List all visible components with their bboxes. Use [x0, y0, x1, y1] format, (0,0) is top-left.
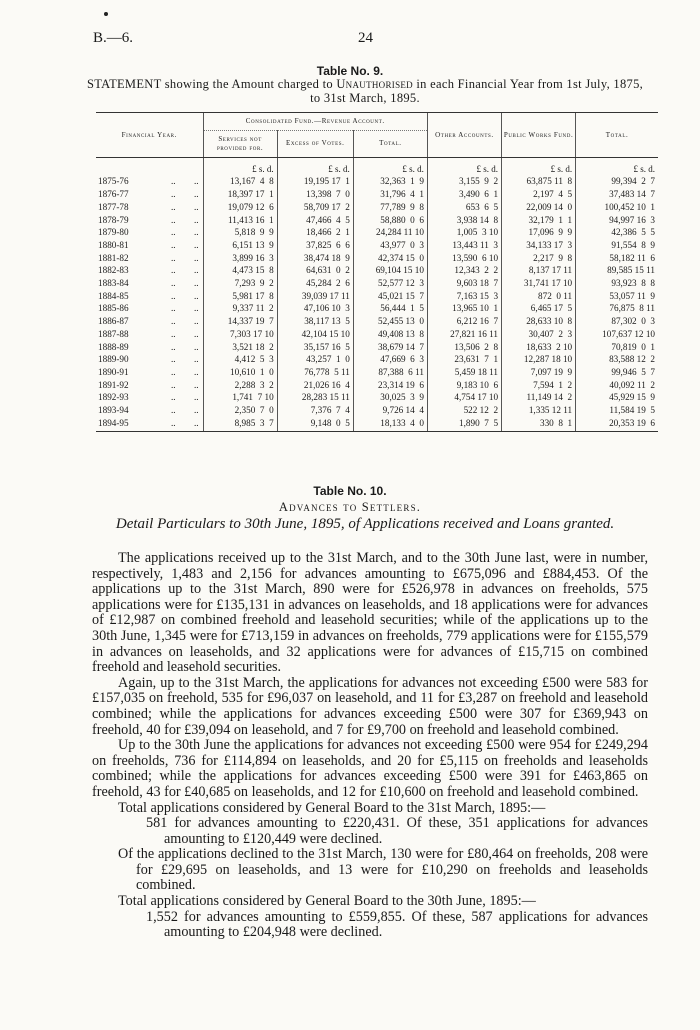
amount-cell: 77,789 9 8: [353, 201, 427, 214]
amount-cell: 3,938 14 8: [427, 214, 501, 227]
amount-cell: 35,157 16 5: [277, 341, 353, 354]
amount-cell: 83,588 12 2: [576, 353, 658, 366]
amount-cell: 18,133 4 0: [353, 417, 427, 432]
amount-cell: 1,890 7 5: [427, 417, 501, 432]
amount-cell: 5,459 18 11: [427, 366, 501, 379]
amount-cell: 30,025 3 9: [353, 391, 427, 404]
table9-title: Table No. 9.: [316, 64, 384, 78]
amount-cell: 37,483 14 7: [576, 188, 658, 201]
year-cell: 1880-81: [98, 239, 129, 250]
amount-cell: 13,167 4 8: [203, 175, 277, 188]
table9-statement: STATEMENT showing the Amount charged to Unauthorised in each Financial Year from 1st July, 1875, to 31st March, 1895.: [86, 77, 644, 105]
table10-detail-heading: Detail Particulars to 30th June, 1895, of Applications received and Loans granted.: [115, 516, 615, 532]
amount-cell: 100,452 10 1: [576, 201, 658, 214]
amount-cell: 17,096 9 9: [502, 226, 576, 239]
year-cell: 1885-86: [98, 303, 129, 314]
year-cell: 1876-77: [98, 189, 129, 200]
table10-title: Table No. 10.: [313, 484, 387, 498]
amount-cell: 56,444 1 5: [353, 302, 427, 315]
amount-cell: 9,726 14 4: [353, 404, 427, 417]
amount-cell: 21,026 16 4: [277, 379, 353, 392]
amount-cell: 3,899 16 3: [203, 252, 277, 265]
year-cell: 1884-85: [98, 290, 129, 301]
year-cell: 1886-87: [98, 316, 129, 327]
year-cell: 1877-78: [98, 201, 129, 212]
amount-cell: 38,117 13 5: [277, 315, 353, 328]
amount-cell: 13,590 6 10: [427, 252, 501, 265]
currency-header: £ s. d.: [203, 157, 277, 175]
amount-cell: 4,754 17 10: [427, 391, 501, 404]
amount-cell: 3,155 9 2: [427, 175, 501, 188]
amount-cell: 39,039 17 11: [277, 290, 353, 303]
amount-cell: 7,293 9 2: [203, 277, 277, 290]
year-cell: 1875-76: [98, 176, 129, 187]
amount-cell: 43,257 1 0: [277, 353, 353, 366]
amount-cell: 47,106 10 3: [277, 302, 353, 315]
table-row: 1886-87 .. .. 14,337 19 7 38,117 13 5 52,455 13 0 6,212 16 7 28,633 10 8 87,302 0 3: [96, 315, 658, 328]
table-row: 1890-91 .. .. 10,610 1 0 76,778 5 11 87,388 6 11 5,459 18 11 7,097 19 9 99,946 5 7: [96, 366, 658, 379]
amount-cell: 27,821 16 11: [427, 328, 501, 341]
col-public-works: Public Works Fund.: [502, 113, 576, 158]
amount-cell: 3,521 18 2: [203, 341, 277, 354]
table-row: 1881-82 .. .. 3,899 16 3 38,474 18 9 42,374 15 0 13,590 6 10 2,217 9 8 58,182 11 6: [96, 252, 658, 265]
table-row: 1891-92 .. .. 2,288 3 2 21,026 16 4 23,314 19 6 9,183 10 6 7,594 1 2 40,092 11 2: [96, 379, 658, 392]
table-row: 1892-93 .. .. 1,741 7 10 28,283 15 11 30,025 3 9 4,754 17 10 11,149 14 2 45,929 15 9: [96, 391, 658, 404]
page-mark-dot: [104, 12, 108, 16]
table10-subtitle: Advances to Settlers.: [278, 500, 422, 514]
amount-cell: 40,092 11 2: [576, 379, 658, 392]
amount-cell: 20,353 19 6: [576, 417, 658, 432]
table-row: 1877-78 .. .. 19,079 12 6 58,709 17 2 77,789 9 8 653 6 5 22,009 14 0 100,452 10 1: [96, 201, 658, 214]
amount-cell: 45,021 15 7: [353, 290, 427, 303]
table-row: 1894-95 .. .. 8,985 3 7 9,148 0 5 18,133 4 0 1,890 7 5 330 8 1 20,353 19 6: [96, 417, 658, 432]
paragraph: Of the applications declined to the 31st March, 130 were for £80,464 on freeholds, 208 were for £29,695 on leaseholds, and 13 were for £10,290 on freeholds and leaseholds combined.: [118, 846, 648, 894]
amount-cell: 2,197 4 5: [502, 188, 576, 201]
amount-cell: 8,985 3 7: [203, 417, 277, 432]
amount-cell: 330 8 1: [502, 417, 576, 432]
table-row: 1883-84 .. .. 7,293 9 2 45,284 2 6 52,577 12 3 9,603 18 7 31,741 17 10 93,923 8 8: [96, 277, 658, 290]
amount-cell: 6,151 13 9: [203, 239, 277, 252]
amount-cell: 6,465 17 5: [502, 302, 576, 315]
amount-cell: 5,818 9 9: [203, 226, 277, 239]
amount-cell: 70,819 0 1: [576, 341, 658, 354]
amount-cell: 7,303 17 10: [203, 328, 277, 341]
amount-cell: 2,288 3 2: [203, 379, 277, 392]
amount-cell: 9,603 18 7: [427, 277, 501, 290]
amount-cell: 45,929 15 9: [576, 391, 658, 404]
year-cell: 1881-82: [98, 252, 129, 263]
amount-cell: 19,079 12 6: [203, 201, 277, 214]
table-row: 1885-86 .. .. 9,337 11 2 47,106 10 3 56,444 1 5 13,965 10 1 6,465 17 5 76,875 8 11: [96, 302, 658, 315]
amount-cell: 91,554 8 9: [576, 239, 658, 252]
amount-cell: 37,825 6 6: [277, 239, 353, 252]
amount-cell: 64,631 0 2: [277, 264, 353, 277]
amount-cell: 12,287 18 10: [502, 353, 576, 366]
amount-cell: 58,709 17 2: [277, 201, 353, 214]
amount-cell: 22,009 14 0: [502, 201, 576, 214]
table-row: 1888-89 .. .. 3,521 18 2 35,157 16 5 38,679 14 7 13,506 2 8 18,633 2 10 70,819 0 1: [96, 341, 658, 354]
amount-cell: 13,443 11 3: [427, 239, 501, 252]
col-financial-year: Financial Year.: [96, 113, 203, 158]
paragraph: 581 for advances amounting to £220,431. Of these, 351 applications for advances amounting to £120,449 were declined.: [146, 815, 648, 847]
amount-cell: 7,376 7 4: [277, 404, 353, 417]
amount-cell: 76,875 8 11: [576, 302, 658, 315]
year-cell: 1890-91: [98, 366, 129, 377]
amount-cell: 7,097 19 9: [502, 366, 576, 379]
table10-body-text: [92, 551, 648, 941]
table-row: 1875-76 .. .. 13,167 4 8 19,195 17 1 32,363 1 9 3,155 9 2 63,875 11 8 99,394 2 7: [96, 175, 658, 188]
year-cell: 1882-83: [98, 265, 129, 276]
table-row: 1893-94 .. .. 2,350 7 0 7,376 7 4 9,726 14 4 522 12 2 1,335 12 11 11,584 19 5: [96, 404, 658, 417]
amount-cell: 87,302 0 3: [576, 315, 658, 328]
currency-header: £ s. d.: [353, 157, 427, 175]
amount-cell: 42,104 15 10: [277, 328, 353, 341]
amount-cell: 11,413 16 1: [203, 214, 277, 227]
amount-cell: 9,148 0 5: [277, 417, 353, 432]
year-cell: 1888-89: [98, 341, 129, 352]
table-row: 1884-85 .. .. 5,981 17 8 39,039 17 11 45,021 15 7 7,163 15 3 872 0 11 53,057 11 9: [96, 290, 658, 303]
table9-body: [96, 157, 658, 432]
amount-cell: 28,283 15 11: [277, 391, 353, 404]
amount-cell: 49,408 13 8: [353, 328, 427, 341]
amount-cell: 18,466 2 1: [277, 226, 353, 239]
amount-cell: 872 0 11: [502, 290, 576, 303]
table-row: 1882-83 .. .. 4,473 15 8 64,631 0 2 69,104 15 10 12,343 2 2 8,137 17 11 89,585 15 11: [96, 264, 658, 277]
amount-cell: 107,637 12 10: [576, 328, 658, 341]
amount-cell: 30,407 2 3: [502, 328, 576, 341]
col-services-not-provided: Services not provided for.: [203, 130, 277, 157]
year-cell: 1891-92: [98, 379, 129, 390]
amount-cell: 11,149 14 2: [502, 391, 576, 404]
amount-cell: 1,005 3 10: [427, 226, 501, 239]
table9-statement-table: [96, 112, 658, 432]
amount-cell: 58,880 0 6: [353, 214, 427, 227]
amount-cell: 34,133 17 3: [502, 239, 576, 252]
amount-cell: 89,585 15 11: [576, 264, 658, 277]
amount-cell: 93,923 8 8: [576, 277, 658, 290]
amount-cell: 43,977 0 3: [353, 239, 427, 252]
amount-cell: 42,386 5 5: [576, 226, 658, 239]
year-cell: 1887-88: [98, 328, 129, 339]
year-cell: 1889-90: [98, 354, 129, 365]
col-other-accounts: Other Accounts.: [427, 113, 501, 158]
amount-cell: 87,388 6 11: [353, 366, 427, 379]
table-row: 1889-90 .. .. 4,412 5 3 43,257 1 0 47,669 6 3 23,631 7 1 12,287 18 10 83,588 12 2: [96, 353, 658, 366]
currency-header: £ s. d.: [502, 157, 576, 175]
amount-cell: 6,212 16 7: [427, 315, 501, 328]
amount-cell: 3,490 6 1: [427, 188, 501, 201]
amount-cell: 31,796 4 1: [353, 188, 427, 201]
year-cell: 1883-84: [98, 278, 129, 289]
amount-cell: 8,137 17 11: [502, 264, 576, 277]
amount-cell: 76,778 5 11: [277, 366, 353, 379]
amount-cell: 53,057 11 9: [576, 290, 658, 303]
amount-cell: 24,284 11 10: [353, 226, 427, 239]
amount-cell: 38,474 18 9: [277, 252, 353, 265]
paragraph: Again, up to the 31st March, the applications for advances not exceeding £500 were 583 for £157,035 on freehold, 535 for £96,037 on leasehold, and 11 for £3,287 on freehold and leasehold combined; while the applications for advances exceeding £500 were 307 for £369,943 on freehold, 40 for £39,094 on leasehold, and 7 for £9,700 on freehold and leasehold combined.: [92, 674, 648, 738]
amount-cell: 10,610 1 0: [203, 366, 277, 379]
amount-cell: 4,473 15 8: [203, 264, 277, 277]
amount-cell: 5,981 17 8: [203, 290, 277, 303]
amount-cell: 11,584 19 5: [576, 404, 658, 417]
col-consolidated-total: Total.: [353, 130, 427, 157]
page-number: 24: [358, 30, 373, 46]
amount-cell: 9,183 10 6: [427, 379, 501, 392]
report-reference: B.—6.: [93, 30, 134, 46]
amount-cell: 47,466 4 5: [277, 214, 353, 227]
amount-cell: 14,337 19 7: [203, 315, 277, 328]
amount-cell: 32,179 1 1: [502, 214, 576, 227]
amount-cell: 69,104 15 10: [353, 264, 427, 277]
currency-header: £ s. d.: [277, 157, 353, 175]
amount-cell: 28,633 10 8: [502, 315, 576, 328]
table-row: 1880-81 .. .. 6,151 13 9 37,825 6 6 43,977 0 3 13,443 11 3 34,133 17 3 91,554 8 9: [96, 239, 658, 252]
amount-cell: 13,506 2 8: [427, 341, 501, 354]
amount-cell: 2,217 9 8: [502, 252, 576, 265]
col-excess-of-votes: Excess of Votes.: [277, 130, 353, 157]
table-row: 1879-80 .. .. 5,818 9 9 18,466 2 1 24,284 11 10 1,005 3 10 17,096 9 9 42,386 5 5: [96, 226, 658, 239]
year-cell: 1892-93: [98, 392, 129, 403]
year-cell: 1893-94: [98, 405, 129, 416]
paragraph: 1,552 for advances amounting to £559,855. Of these, 587 applications for advances amounting to £204,948 were declined.: [146, 908, 648, 941]
year-cell: 1879-80: [98, 227, 129, 238]
amount-cell: 58,182 11 6: [576, 252, 658, 265]
year-cell: 1894-95: [98, 417, 129, 428]
amount-cell: 18,397 17 1: [203, 188, 277, 201]
table-row: 1887-88 .. .. 7,303 17 10 42,104 15 10 49,408 13 8 27,821 16 11 30,407 2 3 107,637 12 10: [96, 328, 658, 341]
paragraph: Up to the 30th June the applications for advances not exceeding £500 were 954 for £249,294 on freeholds, 736 for £114,894 on leaseholds, and 20 for £5,115 on freeholds and leaseholds combined; while the applications for advances exceeding £500 were 391 for £463,865 on freehold, 43 for £40,685 on leaseholds, and 12 for £10,600 on freehold and leasehold combined.: [92, 737, 648, 800]
amount-cell: 42,374 15 0: [353, 252, 427, 265]
amount-cell: 4,412 5 3: [203, 353, 277, 366]
amount-cell: 18,633 2 10: [502, 341, 576, 354]
amount-cell: 52,577 12 3: [353, 277, 427, 290]
amount-cell: 23,314 19 6: [353, 379, 427, 392]
table-row: 1878-79 .. .. 11,413 16 1 47,466 4 5 58,880 0 6 3,938 14 8 32,179 1 1 94,997 16 3: [96, 214, 658, 227]
amount-cell: 38,679 14 7: [353, 341, 427, 354]
year-cell: 1878-79: [98, 214, 129, 225]
amount-cell: 2,350 7 0: [203, 404, 277, 417]
amount-cell: 45,284 2 6: [277, 277, 353, 290]
col-grand-total: Total.: [576, 113, 658, 158]
amount-cell: 94,997 16 3: [576, 214, 658, 227]
amount-cell: 9,337 11 2: [203, 302, 277, 315]
amount-cell: 1,335 12 11: [502, 404, 576, 417]
currency-header: £ s. d.: [576, 157, 658, 175]
amount-cell: 32,363 1 9: [353, 175, 427, 188]
table-row: 1876-77 .. .. 18,397 17 1 13,398 7 0 31,796 4 1 3,490 6 1 2,197 4 5 37,483 14 7: [96, 188, 658, 201]
amount-cell: 13,965 10 1: [427, 302, 501, 315]
amount-cell: 99,394 2 7: [576, 175, 658, 188]
amount-cell: 1,741 7 10: [203, 391, 277, 404]
amount-cell: 99,946 5 7: [576, 366, 658, 379]
paragraph: Total applications considered by General Board to the 31st March, 1895:—: [118, 799, 546, 816]
amount-cell: 31,741 17 10: [502, 277, 576, 290]
amount-cell: 23,631 7 1: [427, 353, 501, 366]
amount-cell: 13,398 7 0: [277, 188, 353, 201]
paragraph: The applications received up to the 31st March, and to the 30th June last, were in number, respectively, 1,483 and 2,156 for advances amounting to £675,096 and £884,453. Of the applications up to the 31st March, 890 were for £526,978 in advances on freeholds, 575 applications were for £135,131 in advances on leaseholds, and 18 applications were for advances of £12,987 on combined freehold and leasehold securities; while of the applications up to the 30th June, 1,345 were for £713,159 in advances on freeholds, 779 applications were for £155,579 in advances on leaseholds, and 32 applications were for advances of £15,715 on combined freehold and leasehold securities.: [92, 550, 648, 676]
amount-cell: 63,875 11 8: [502, 175, 576, 188]
amount-cell: 19,195 17 1: [277, 175, 353, 188]
amount-cell: 522 12 2: [427, 404, 501, 417]
amount-cell: 52,455 13 0: [353, 315, 427, 328]
currency-header: £ s. d.: [427, 157, 501, 175]
amount-cell: 12,343 2 2: [427, 264, 501, 277]
amount-cell: 47,669 6 3: [353, 353, 427, 366]
amount-cell: 653 6 5: [427, 201, 501, 214]
amount-cell: 7,163 15 3: [427, 290, 501, 303]
amount-cell: 7,594 1 2: [502, 379, 576, 392]
col-consolidated-fund: Consolidated Fund.—Revenue Account.: [203, 113, 427, 131]
paragraph: Total applications considered by General Board to the 30th June, 1895:—: [118, 893, 536, 910]
